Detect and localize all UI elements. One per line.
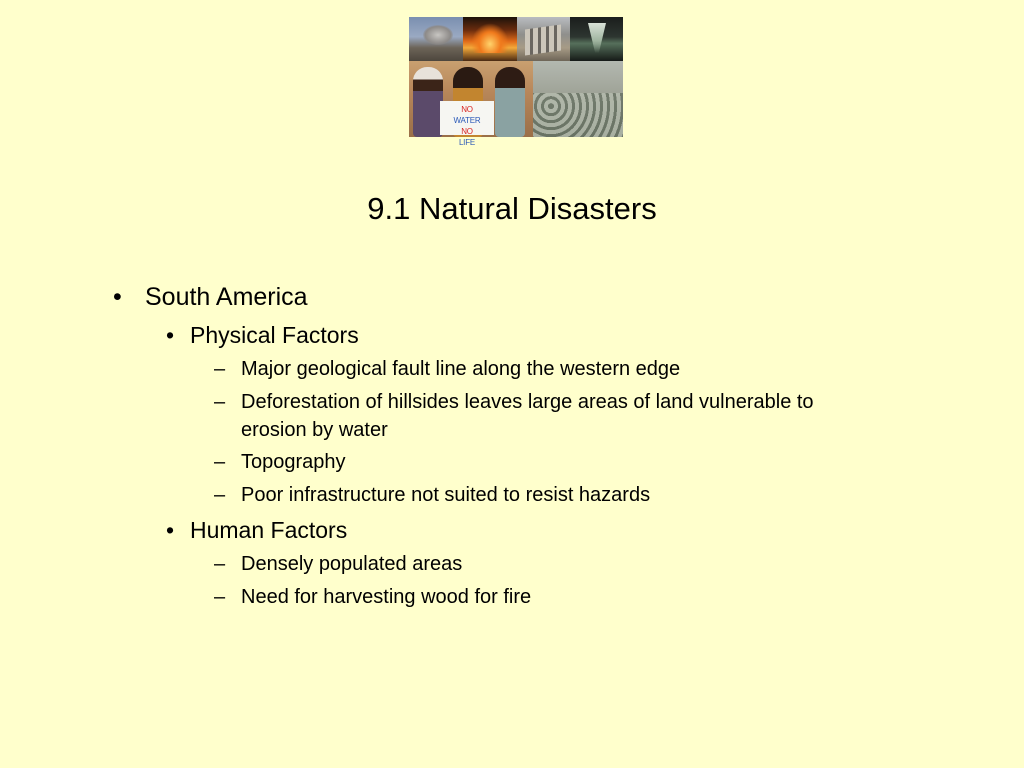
list-item-continuation: erosion by water — [241, 419, 388, 441]
bullet-icon: • — [166, 322, 175, 348]
tornado-photo — [570, 17, 623, 61]
protest-sign — [440, 101, 494, 147]
list-item: Deforestation of hillsides leaves large areas of land vulnerable to — [241, 391, 814, 413]
list-item: Poor infrastructure not suited to resist hazards — [241, 484, 651, 506]
list-item: Need for harvesting wood for fire — [241, 586, 532, 608]
list-item: Major geological fault line along the western edge — [241, 358, 681, 380]
sign-life-text: LIFE — [458, 138, 476, 147]
slide-title: 9.1 Natural Disasters — [367, 191, 657, 226]
collapsed-building-photo — [517, 17, 570, 61]
dash-icon: – — [214, 391, 226, 413]
children-with-sign-photo — [409, 61, 533, 147]
human-factors-heading: Human Factors — [190, 517, 348, 543]
dash-icon: – — [214, 451, 226, 473]
section-heading: South America — [145, 283, 308, 311]
sign-no-text: NO — [461, 127, 473, 136]
list-item: Topography — [241, 451, 346, 473]
dash-icon: – — [214, 358, 226, 380]
child-figure — [413, 67, 443, 137]
crowd-photo — [533, 61, 623, 137]
dash-icon: – — [214, 484, 226, 506]
header-photo-collage — [409, 17, 623, 147]
dash-icon: – — [214, 586, 226, 608]
dash-icon: – — [214, 553, 226, 575]
volcano-photo — [409, 17, 463, 61]
bullet-icon: • — [166, 517, 175, 543]
list-item: Densely populated areas — [241, 553, 463, 575]
physical-factors-heading: Physical Factors — [190, 322, 359, 348]
wildfire-photo — [463, 17, 517, 61]
sign-water-text: WATER — [453, 116, 481, 125]
bullet-icon: • — [113, 283, 122, 311]
child-figure — [495, 67, 525, 137]
sign-no-text: NO — [461, 105, 473, 114]
